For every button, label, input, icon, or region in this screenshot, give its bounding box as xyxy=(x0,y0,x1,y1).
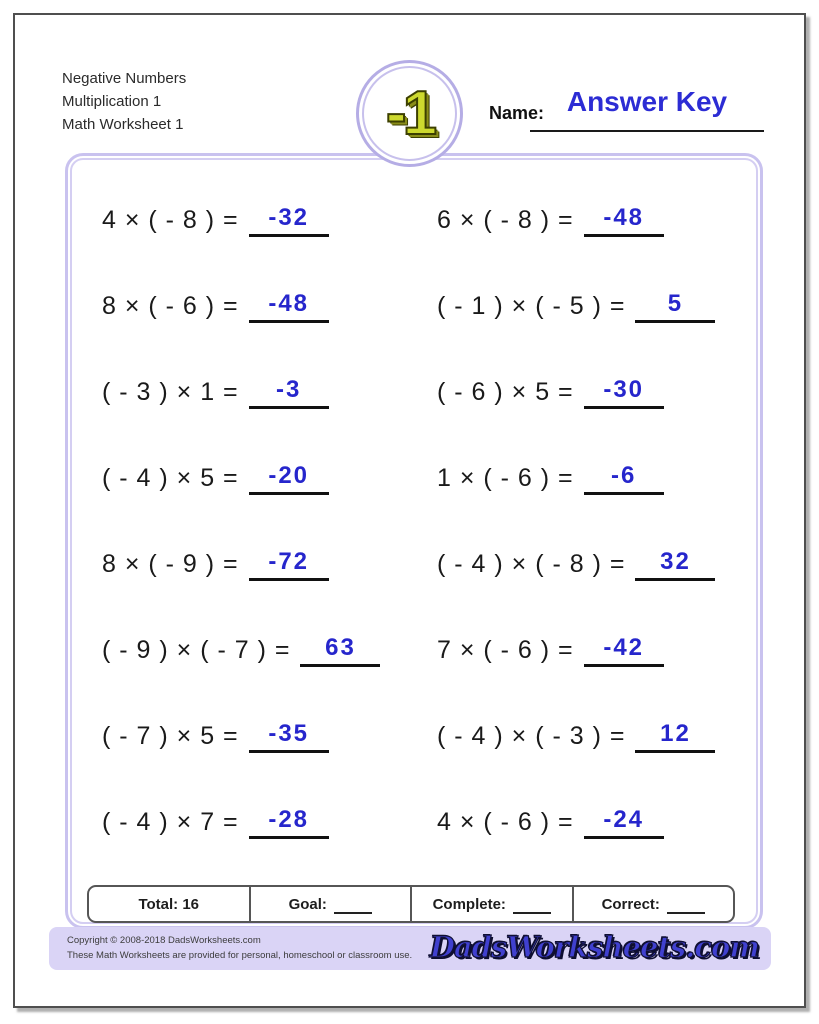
problem-left xyxy=(102,720,437,753)
problem-left xyxy=(102,634,437,667)
problem-row xyxy=(65,349,757,435)
answer-value: -48 xyxy=(603,203,645,231)
stat-label: Goal: xyxy=(288,895,327,913)
worksheet-title-line-2: Multiplication 1 xyxy=(62,93,162,110)
answer-blank-line xyxy=(635,548,715,581)
footer-usage-note: These Math Worksheets are provided for personal, homeschool or classroom use. xyxy=(67,950,413,961)
stat-correct xyxy=(572,887,734,921)
problem-row xyxy=(65,779,757,865)
problem-row xyxy=(65,693,757,779)
answer-blank-line xyxy=(635,720,715,753)
answer-blank-line xyxy=(584,806,664,839)
problem-right xyxy=(437,548,715,581)
answer-value: -32 xyxy=(268,203,310,231)
problem-expression: 4 × ( - 8 ) = xyxy=(102,205,239,234)
problem-row xyxy=(65,435,757,521)
problem-left xyxy=(102,290,437,323)
problem-expression: ( - 4 ) × ( - 8 ) = xyxy=(437,549,626,578)
answer-blank-line xyxy=(584,634,664,667)
answer-value: -24 xyxy=(603,805,645,833)
name-value-answer-key: Answer Key xyxy=(566,86,728,117)
problem-right xyxy=(437,290,715,323)
answer-value: -72 xyxy=(268,547,310,575)
problems-area xyxy=(65,153,757,923)
problem-right xyxy=(437,720,715,753)
problem-right xyxy=(437,634,664,667)
problem-expression: ( - 4 ) × 5 = xyxy=(102,463,239,492)
answer-blank-line xyxy=(249,806,329,839)
problem-left xyxy=(102,806,437,839)
problem-expression: ( - 9 ) × ( - 7 ) = xyxy=(102,635,291,664)
problem-expression: 6 × ( - 8 ) = xyxy=(437,205,574,234)
stat-label: Complete: xyxy=(432,895,506,913)
negative-one-logo-text: -1 xyxy=(385,79,434,148)
problem-row xyxy=(65,607,757,693)
stat-label: Correct: xyxy=(601,895,660,913)
stat-blank-line xyxy=(667,900,705,914)
answer-blank-line xyxy=(584,462,664,495)
problem-expression: 8 × ( - 6 ) = xyxy=(102,291,239,320)
answer-value: -35 xyxy=(268,719,310,747)
problem-expression: 8 × ( - 9 ) = xyxy=(102,549,239,578)
stat-goal xyxy=(249,887,411,921)
answer-blank-line xyxy=(584,376,664,409)
footer-band xyxy=(49,927,771,970)
answer-value: -3 xyxy=(276,375,302,403)
stat-complete xyxy=(410,887,572,921)
answer-blank-line xyxy=(249,720,329,753)
problem-left xyxy=(102,462,437,495)
answer-value: -42 xyxy=(603,633,645,661)
problem-right xyxy=(437,462,664,495)
answer-blank-line xyxy=(249,376,329,409)
problem-expression: ( - 4 ) × ( - 3 ) = xyxy=(437,721,626,750)
dadsworksheets-logo: DadsWorksheets.com xyxy=(429,930,759,964)
footer-copyright: Copyright © 2008-2018 DadsWorksheets.com xyxy=(67,935,261,946)
answer-blank-line xyxy=(635,290,715,323)
answer-blank-line xyxy=(300,634,380,667)
problem-left xyxy=(102,548,437,581)
problem-row xyxy=(65,521,757,607)
worksheet-title-line-1: Negative Numbers xyxy=(62,70,187,87)
worksheet-page xyxy=(13,13,806,1008)
answer-blank-line xyxy=(584,204,664,237)
worksheet-title-block xyxy=(62,67,186,136)
problem-left xyxy=(102,204,437,237)
stat-total xyxy=(89,887,249,921)
answer-value: -20 xyxy=(268,461,310,489)
problem-expression: ( - 3 ) × 1 = xyxy=(102,377,239,406)
answer-value: 12 xyxy=(660,719,691,747)
problem-right xyxy=(437,376,664,409)
worksheet-title-line-3: Math Worksheet 1 xyxy=(62,116,184,133)
answer-value: 32 xyxy=(660,547,691,575)
problem-expression: ( - 7 ) × 5 = xyxy=(102,721,239,750)
answer-value: 63 xyxy=(325,633,356,661)
problem-left xyxy=(102,376,437,409)
answer-value: -48 xyxy=(268,289,310,317)
stat-blank-line xyxy=(334,900,372,914)
stat-label: Total: 16 xyxy=(138,895,200,913)
answer-blank-line xyxy=(249,204,329,237)
problem-expression: 4 × ( - 6 ) = xyxy=(437,807,574,836)
problem-row xyxy=(65,177,757,263)
problem-right xyxy=(437,204,664,237)
problem-expression: 1 × ( - 6 ) = xyxy=(437,463,574,492)
stats-row xyxy=(87,885,735,923)
negative-one-logo xyxy=(356,60,463,167)
answer-value: -6 xyxy=(611,461,637,489)
answer-value: 5 xyxy=(667,289,684,317)
problem-expression: 7 × ( - 6 ) = xyxy=(437,635,574,664)
answer-blank-line xyxy=(249,548,329,581)
name-label: Name: xyxy=(489,103,545,123)
problem-expression: ( - 1 ) × ( - 5 ) = xyxy=(437,291,626,320)
problem-expression: ( - 6 ) × 5 = xyxy=(437,377,574,406)
problem-row xyxy=(65,263,757,349)
stat-blank-line xyxy=(513,900,551,914)
answer-value: -28 xyxy=(268,805,310,833)
problem-right xyxy=(437,806,664,839)
problem-expression: ( - 4 ) × 7 = xyxy=(102,807,239,836)
answer-value: -30 xyxy=(603,375,645,403)
answer-blank-line xyxy=(249,462,329,495)
footer-text-block xyxy=(67,933,412,963)
name-underline xyxy=(530,130,764,132)
answer-blank-line xyxy=(249,290,329,323)
